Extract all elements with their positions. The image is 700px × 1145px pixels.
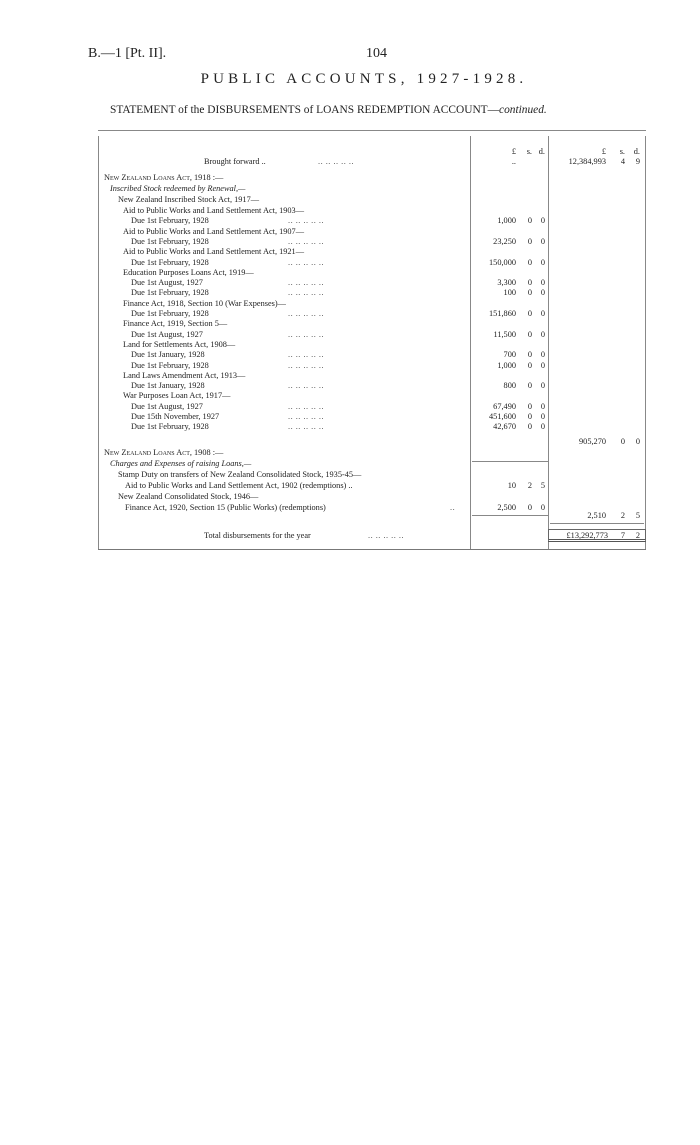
brought-forward-row	[98, 156, 646, 167]
grand-total-shillings: 7	[620, 531, 625, 540]
amount-pence: 0	[540, 257, 545, 267]
section1-subheading: Inscribed Stock redeemed by Renewal,—	[110, 184, 246, 193]
brought-forward-label: Brought forward ..	[204, 157, 266, 166]
leader-dots: .. .. .. .. ..	[288, 381, 325, 391]
amount-shillings: 0	[527, 381, 532, 391]
brought-forward-total-pounds: 12,384,993	[568, 157, 606, 166]
disbursements-table	[98, 130, 646, 550]
amount-pence: 0	[540, 350, 545, 360]
amount-shillings: 0	[527, 278, 532, 288]
row-label: Due 1st January, 1928	[131, 350, 205, 360]
section2-line4-shillings: 0	[527, 503, 532, 512]
leader-dots: .. .. .. .. ..	[288, 288, 325, 298]
row-label: Due 1st February, 1928	[131, 257, 209, 267]
subtitle-continued: continued.	[499, 104, 547, 116]
amount-pounds: 23,250	[493, 236, 516, 246]
section2-line2: Aid to Public Works and Land Settlement Act, 1902 (redemptions) ..	[125, 481, 353, 490]
section1-total-pounds: 905,270	[579, 437, 606, 446]
section2-line2-shillings: 2	[527, 481, 532, 490]
pounds-heading-2: £	[601, 147, 606, 156]
amount-shillings: 0	[527, 216, 532, 226]
section2-total-row	[98, 510, 646, 521]
amount-shillings: 0	[527, 412, 532, 421]
row-label: Land for Settlements Act, 1908—	[123, 339, 236, 349]
section1-total-shillings: 0	[620, 437, 625, 446]
row-label: Education Purposes Loans Act, 1919—	[123, 267, 254, 277]
leader-dots: .. .. .. .. ..	[318, 157, 355, 166]
amount-pence: 0	[540, 360, 545, 370]
brought-forward-total-pence: 9	[635, 157, 640, 166]
section2-subheading: Charges and Expenses of raising Loans,—	[110, 459, 252, 468]
table-row	[98, 421, 646, 432]
amount-pounds: 700	[503, 350, 516, 360]
row-label: Due 1st February, 1928	[131, 216, 209, 226]
brought-forward-total-shillings: 4	[620, 157, 625, 166]
shillings-heading-2: s.	[619, 147, 625, 156]
leader-dots: .. .. .. .. ..	[288, 329, 325, 339]
amount-shillings: 0	[527, 422, 532, 432]
amount-shillings: 0	[527, 257, 532, 267]
page-number: 104	[366, 46, 387, 61]
act-heading	[98, 194, 646, 205]
consolidated-stock-row	[98, 491, 646, 502]
amount-pence: 0	[540, 401, 545, 411]
subtitle-main: STATEMENT of the DISBURSEMENTS of LOANS REDEMPTION ACCOUNT—	[110, 104, 500, 116]
row-label: Due 1st January, 1928	[131, 381, 205, 391]
amount-pence: 0	[540, 288, 545, 298]
leader-dots: .. .. .. .. ..	[368, 531, 405, 540]
amount-pounds: 11,500	[493, 329, 516, 339]
amount-pounds: 800	[503, 381, 516, 391]
amount-pence: 0	[540, 278, 545, 288]
amount-shillings: 0	[527, 401, 532, 411]
amount-shillings: 0	[527, 288, 532, 298]
leader-dots: .. .. .. .. ..	[288, 216, 325, 226]
grand-total-pounds: £13,292,773	[566, 531, 608, 540]
amount-pounds: 1,000	[497, 216, 516, 226]
leader-dots: .. .. .. .. ..	[288, 412, 325, 421]
row-label: War Purposes Loan Act, 1917—	[123, 391, 231, 401]
table-top-rule	[98, 130, 646, 131]
row-label: Due 1st August, 1927	[131, 278, 203, 288]
section1-total-row	[98, 436, 646, 447]
row-label: Finance Act, 1918, Section 10 (War Expenses)—	[123, 298, 286, 308]
leader-dots: .. .. .. .. ..	[288, 422, 325, 432]
row-label: Due 1st February, 1928	[131, 236, 209, 246]
row-label: Due 1st February, 1928	[131, 422, 209, 432]
section2-total-shillings: 2	[620, 511, 625, 520]
grand-total-label: Total disbursements for the year	[204, 531, 311, 540]
leader-dots: .. .. .. .. ..	[288, 236, 325, 246]
leader-dots: .. .. .. .. ..	[288, 350, 325, 360]
row-label: Land Laws Amendment Act, 1913—	[123, 370, 246, 380]
amount-shillings: 0	[527, 360, 532, 370]
amount-shillings: 0	[527, 309, 532, 318]
amount-shillings: 0	[527, 236, 532, 246]
section-heading	[98, 172, 646, 183]
amount-pounds: 100	[503, 288, 516, 298]
statement-subtitle	[110, 104, 547, 116]
section1-act: New Zealand Inscribed Stock Act, 1917—	[118, 195, 260, 204]
section2-total-pence: 5	[635, 511, 640, 520]
grand-total-row	[98, 530, 646, 541]
section2-line4-pence: 0	[540, 503, 545, 512]
row-label: Aid to Public Works and Land Settlement Act, 1907—	[123, 226, 304, 236]
row-label: Due 1st August, 1927	[131, 329, 203, 339]
row-label: Aid to Public Works and Land Settlement Act, 1903—	[123, 206, 304, 215]
document-reference: B.—1 [Pt. II].	[88, 46, 167, 61]
section1-total-pence: 0	[635, 437, 640, 446]
amount-pounds: 42,670	[493, 422, 516, 432]
pounds-heading: £	[511, 147, 516, 156]
section2-line1: Stamp Duty on transfers of New Zealand Consolidated Stock, 1935-45—	[118, 470, 362, 479]
section2-heading: New Zealand Loans Act, 1908 :—	[104, 448, 224, 457]
amount-pounds: 67,490	[493, 401, 516, 411]
amount-pence: 0	[540, 329, 545, 339]
row-label: Aid to Public Works and Land Settlement Act, 1921—	[123, 247, 304, 257]
row-label: Due 1st February, 1928	[131, 360, 209, 370]
section-subheading	[98, 183, 646, 194]
stamp-duty-row	[98, 469, 646, 480]
section2-line4: Finance Act, 1920, Section 15 (Public Works) (redemptions)	[125, 503, 326, 512]
row-label: Due 1st August, 1927	[131, 401, 203, 411]
amount-pence: 0	[540, 381, 545, 391]
amount-pounds: 1,000	[497, 360, 516, 370]
leader-dots: .. .. .. .. ..	[288, 401, 325, 411]
section2-line2-pounds: 10	[507, 481, 516, 490]
table-bottom-rule	[98, 549, 646, 550]
amount-shillings: 0	[527, 329, 532, 339]
amount-pence: 0	[540, 216, 545, 226]
section2-total-pounds: 2,510	[587, 511, 606, 520]
leader-dots: .. .. .. .. ..	[288, 278, 325, 288]
pence-heading-2: d.	[633, 147, 640, 156]
row-label: Due 15th November, 1927	[131, 412, 220, 421]
row-label: Due 1st February, 1928	[131, 288, 209, 298]
pence-heading: d.	[538, 147, 545, 156]
brought-forward-pounds: ..	[511, 157, 516, 166]
section2-line2-pence: 5	[540, 481, 545, 490]
amount-pounds: 451,600	[489, 412, 516, 421]
section2-line3: New Zealand Consolidated Stock, 1946—	[118, 492, 259, 501]
leader-dots: .. .. .. .. ..	[288, 360, 325, 370]
total-rule	[550, 523, 644, 524]
leader-dots: ..	[450, 503, 456, 512]
amount-pounds: 150,000	[489, 257, 516, 267]
section1-heading: New Zealand Loans Act, 1918 :—	[104, 173, 224, 182]
section2-line4-pounds: 2,500	[497, 503, 516, 512]
amount-shillings: 0	[527, 350, 532, 360]
row-label: Finance Act, 1919, Section 5—	[123, 319, 228, 329]
leader-dots: .. .. .. .. ..	[288, 257, 325, 267]
aid-redemptions-row	[98, 480, 646, 491]
amount-pence: 0	[540, 422, 545, 432]
row-label: Due 1st February, 1928	[131, 309, 209, 318]
shillings-heading: s.	[526, 147, 532, 156]
amount-pounds: 3,300	[497, 278, 516, 288]
amount-pence: 0	[540, 236, 545, 246]
page-title: PUBLIC ACCOUNTS, 1927-1928.	[200, 71, 528, 87]
amount-pence: 0	[540, 412, 545, 421]
grand-total-pence: 2	[635, 531, 640, 540]
amount-pence: 0	[540, 309, 545, 318]
amount-pounds: 151,860	[489, 309, 516, 318]
section-subheading	[98, 458, 646, 469]
section-heading	[98, 447, 646, 458]
leader-dots: .. .. .. .. ..	[288, 309, 325, 318]
